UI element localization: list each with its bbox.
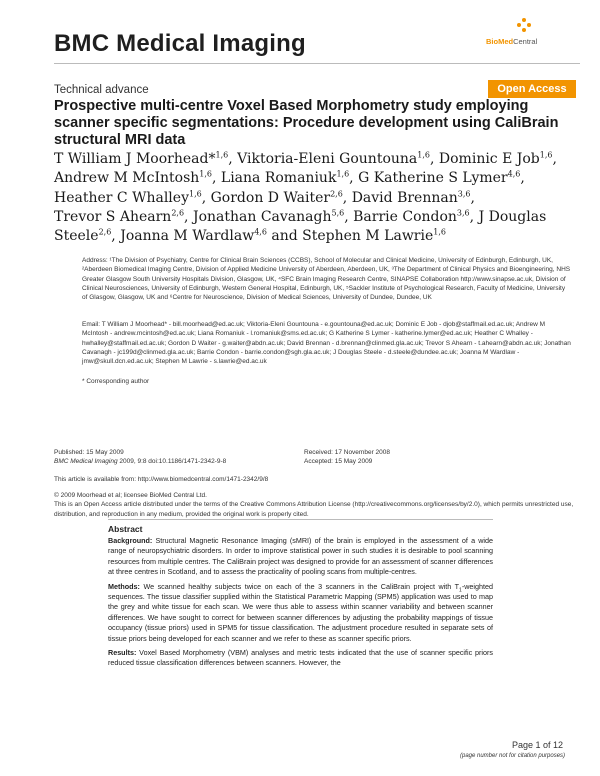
published-date: Published: 15 May 2009 [54, 449, 124, 456]
author-item: T William J Moorhead*$^{1,6}$ [54, 150, 229, 167]
abstract-heading: Abstract [108, 524, 143, 534]
abstract-results: Results: Voxel Based Morphometry (VBM) analyses and metric tests indicated that the use of scanner specific priors reduced tissue classification differences between scanners. However, the [108, 648, 493, 668]
affiliations: Address: ¹The Division of Psychiatry, Centre for Clinical Brain Sciences (CCBS), School of Molecular and Clinical Medicine, University of Edinburgh, Edinburgh, UK, ²Aberdeen Biomedical Imaging Centre, Division of Applied Medicine University of Aberdeen, Aberdeen, UK, ³The Department of Clinical Physics and Bioengineering, NHS Greater Glasgow South University Hospitals Division, Glasgow, UK, ⁴SFC Brain Imaging Research Centre, SINAPSE Collaboration http://www.sinapse.ac.uk, Division of Clinical Neurosciences, University of Edinburgh, Western General Hospital, Edinburgh, UK, ⁵Sackler Institute of Psychological Research, Faculty of Medicine, University of Glasgow, Glasgow, UK and ⁶Centre for Neuroscience, Division of Medical Sciences, University of Dundee, Dundee, UK [82, 257, 571, 302]
author-item: Liana Romaniuk$^{1,6}$ [220, 169, 350, 187]
biomed-logo-icon [517, 18, 531, 32]
dates-info [304, 448, 504, 467]
author-item: G Katherine S Lymer$^{4,6}$ [358, 169, 521, 187]
publisher-brand: BioMed [486, 37, 514, 46]
author-list: T William J Moorhead*$^{1,6}$, Viktoria-Eleni Gountouna$^{1,6}$, Dominic E Job$^{1,6}$, Andrew M McIntosh$^{1,6}$, Liana Romaniuk$^{1,6}$, G Katherine S Lymer$^{4,6}$, Heather C Whalley$^{1,6}$, Gordon D Waiter$^{2,6}$, David Brennan$^{3,6}$, Trevor S Ahearn$^{2,6}$, Jonathan Cavanagh$^{5,6}$, Barrie Condon$^{3,6}$, J Douglas Steele$^{2,6}$, Joanna M Wardlaw$^{4,6}$ and Stephen M Lawrie$^{1,6}$ [54, 150, 557, 245]
received-date: Received: 17 November 2008 [304, 449, 390, 456]
article-type: Technical advance [54, 84, 149, 96]
author-item: Andrew M McIntosh$^{1,6}$ [54, 169, 212, 187]
abstract [108, 519, 493, 673]
article-url[interactable]: This article is available from: http://www.biomedcentral.com/1471-2342/9/8 [54, 476, 269, 483]
corresponding-note: * Corresponding author [82, 378, 150, 385]
journal-title: BMC Medical Imaging [54, 30, 306, 57]
article-title: Prospective multi-centre Voxel Based Morphometry study employing scanner specific segmentations: Procedure development using CaliBrain structural MRI data [54, 98, 559, 148]
page-number: Page 1 of 12 [512, 740, 564, 750]
author-item: Joanna M Wardlaw$^{4,6}$ [120, 227, 267, 245]
abstract-background: Background: Structural Magnetic Resonance Imaging (sMRI) of the brain is employed in the assessment of a wide range of neuropsychiatric disorders. In order to improve statistical power in such studies it is desirable to pool scanning resources from multiple centres. The CaliBrain project was designed to provide for an assessment of scanner differences at three centres in Scotland, and to assess the practicality of pooling scans from multiple-centres. [108, 536, 493, 577]
author-emails: Email: T William J Moorhead* - bill.moorhead@ed.ac.uk; Viktoria-Eleni Gountouna - e.gountouna@ed.ac.uk; Dominic E Job - djob@staffmail.ed.ac.uk; Andrew M McIntosh - andrew.mcintosh@ed.ac.uk; Liana Romaniuk - l.romaniuk@sms.ed.ac.uk; G Katherine S Lymer - katherine.lymer@ed.ac.uk; Heather C Whalley - hwhalley@staffmail.ed.ac.uk; Gordon D Waiter - g.waiter@abdn.ac.uk; David Brennan - d.brennan@clinmed.gla.ac.uk; Trevor S Ahearn - t.ahearn@abdn.ac.uk; Jonathan Cavanagh - jc199d@clinmed.gla.ac.uk; Barrie Condon - barrie.condon@sgh.gla.ac.uk; J Douglas Steele - d.steele@dundee.ac.uk; Joanna M Wardlaw - jmw@skull.dcn.ed.ac.uk; Stephen M Lawrie - s.lawrie@ed.ac.uk [82, 321, 571, 366]
publisher-suffix: Central [513, 37, 538, 46]
abstract-methods: Methods: We scanned healthy subjects twice on each of the 3 scanners in the CaliBrain project with $T_1$-weighted sequences. The tissue classifier supplied within the Statistical Parametric Mapping (SPM5) application was used to map the grey and white tissue for each scan. We were thus able to assess within scanner variability and between scanner differences. We have sought to correct for between scanner differences by adjusting the probability mappings of tissue occupancy (tissue priors) used in SPM5 for tissue classification. The adjustment procedure resulted in separate sets of tissue priors being developed for each scanner and we refer to these as scanner specific priors. [108, 581, 493, 643]
open-access-badge: Open Access [488, 80, 576, 98]
author-item: Dominic E Job$^{1,6}$ [438, 150, 553, 167]
author-item: Viktoria-Eleni Gountouna$^{1,6}$ [237, 150, 430, 167]
copyright-block [54, 491, 574, 519]
author-item: Trevor S Ahearn$^{2,6}$ [54, 208, 185, 225]
author-item: Barrie Condon$^{3,6}$ [353, 208, 470, 225]
author-item: J Douglas Steele$^{2,6}$ [54, 208, 547, 245]
author-item: David Brennan$^{3,6}$ [351, 188, 471, 206]
citation: BMC Medical Imaging 2009, 9:8 doi:10.1186/1471-2342-9-8 [54, 458, 227, 466]
publisher-logo [486, 18, 556, 52]
author-item: Gordon D Waiter$^{2,6}$ [210, 188, 343, 206]
author-item: Jonathan Cavanagh$^{5,6}$ [192, 208, 345, 225]
author-item: Heather C Whalley$^{1,6}$ [54, 188, 202, 206]
publication-info [54, 448, 294, 467]
accepted-date: Accepted: 15 May 2009 [304, 458, 373, 466]
copyright-line: © 2009 Moorhead et al; licensee BioMed Central Ltd. [54, 492, 207, 499]
license-text: This is an Open Access article distributed under the terms of the Creative Commons Attribution License (http://creativecommons.org/licenses/by/2.0), which permits unrestricted use, distribution, and reproduction in any medium, provided the original work is properly cited. [54, 501, 574, 518]
header-divider [54, 63, 580, 64]
author-item: Stephen M Lawrie$^{1,6}$ [302, 227, 446, 245]
page-note: (page number not for citation purposes) [460, 753, 566, 759]
